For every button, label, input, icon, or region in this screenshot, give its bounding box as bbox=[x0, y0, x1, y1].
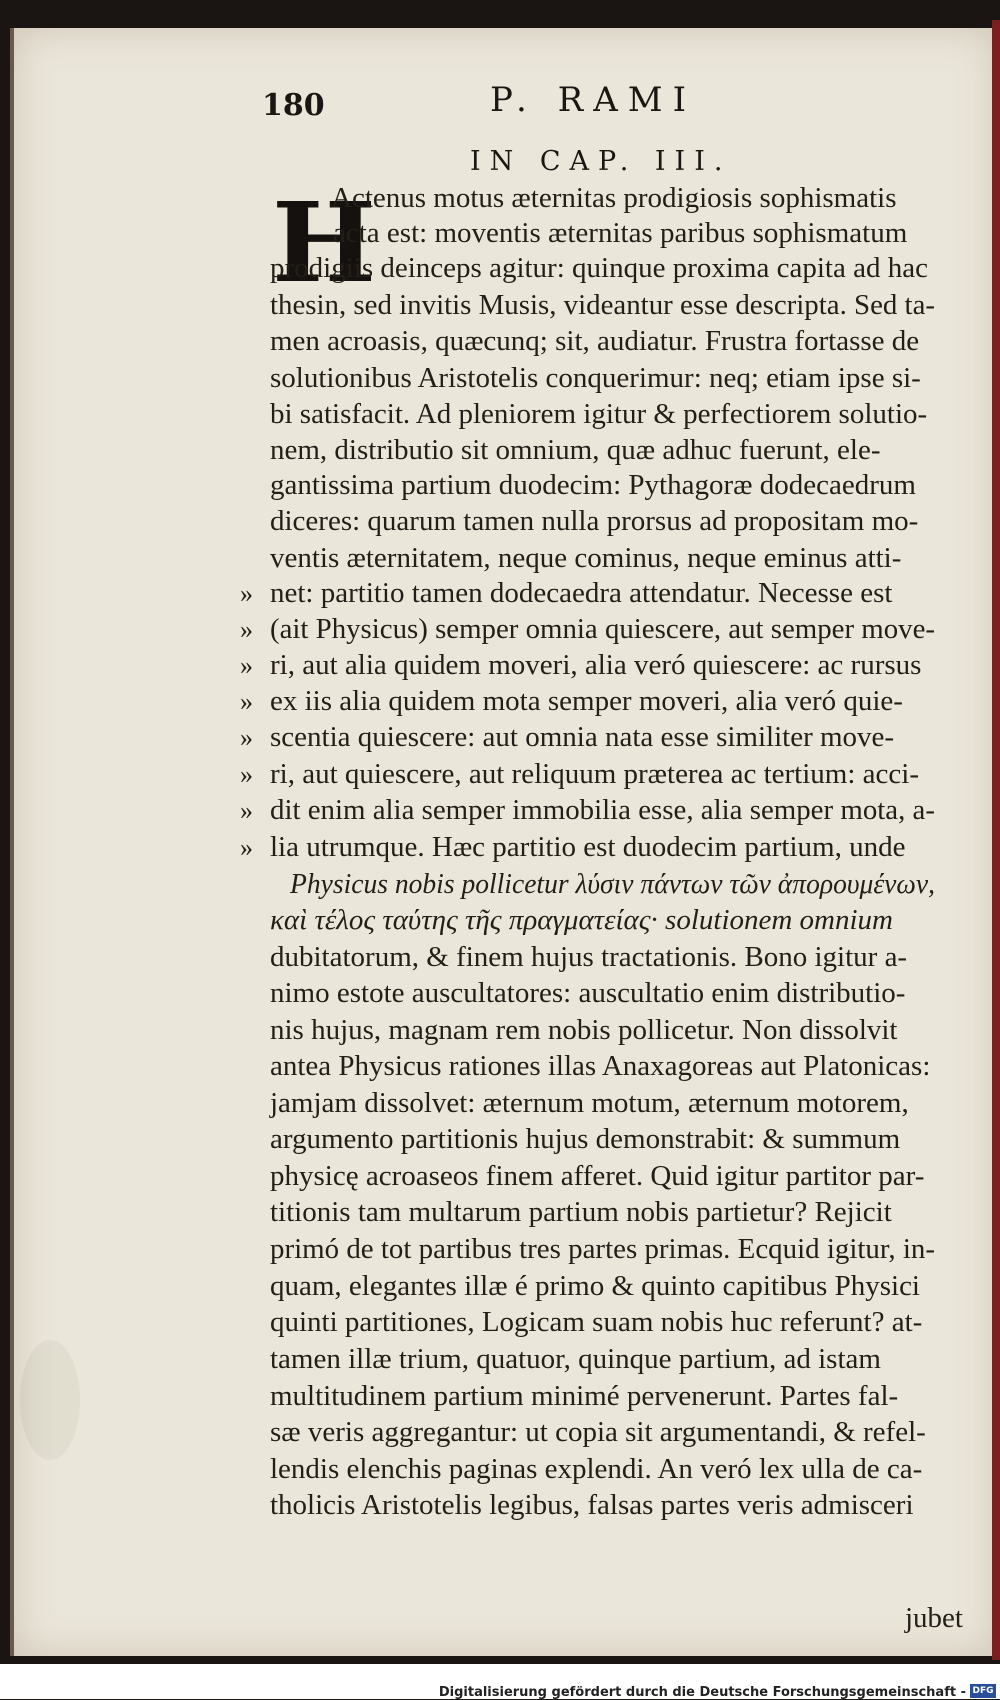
text-line: scentia quiescere: aut omnia nata esse similiter move- bbox=[270, 721, 895, 753]
text-line: ri, aut alia quidem moveri, alia veró quiescere: ac rursus bbox=[270, 649, 922, 681]
text-line: prodigiis deinceps agitur: quinque proxima capita ad hac bbox=[270, 252, 928, 284]
dfg-logo: DFG bbox=[970, 1684, 996, 1698]
text-line: nimo estote auscultatores: auscultatio enim distributio- bbox=[270, 977, 906, 1009]
text-line: ri, aut quiescere, aut reliquum præterea ac tertium: acci- bbox=[270, 758, 919, 790]
text-line: acta est: moventis æternitas paribus sophismatum bbox=[333, 217, 908, 249]
text-line: quinti partitiones, Logicam suam nobis huc referunt? at- bbox=[270, 1306, 923, 1338]
quotation-marker: » bbox=[240, 723, 253, 752]
text-line: lia utrumque. Hæc partitio est duodecim partium, unde bbox=[270, 831, 906, 863]
text-line: lendis elenchis paginas explendi. An veró lex ulla de ca- bbox=[270, 1453, 923, 1485]
text-line: argumento partitionis hujus demonstrabit: & summum bbox=[270, 1123, 901, 1155]
text-line: jamjam dissolvet: æternum motum, æternum motorem, bbox=[270, 1087, 909, 1119]
text-line: nis hujus, magnam rem nobis pollicetur. Non dissolvit bbox=[270, 1014, 898, 1046]
text-line: ventis æternitatem, neque cominus, neque eminus atti- bbox=[270, 542, 902, 574]
quotation-marker: » bbox=[240, 687, 253, 716]
text-line: solutionibus Aristotelis conquerimur: neq; etiam ipse si- bbox=[270, 362, 921, 394]
text-line: quam, elegantes illæ é primo & quinto capitibus Physici bbox=[270, 1270, 920, 1302]
text-line: titionis tam multarum partium nobis partietur? Rejicit bbox=[270, 1196, 892, 1228]
text-line: ex iis alia quidem mota semper moveri, alia veró quie- bbox=[270, 685, 903, 717]
quotation-marker: » bbox=[240, 796, 253, 825]
digitization-credit: Digitalisierung gefördert durch die Deutsche Forschungsgemeinschaft - bbox=[438, 1685, 966, 1700]
text-line: men acroasis, quæcunq; sit, audiatur. Frustra fortasse de bbox=[270, 325, 920, 357]
text-line: Physicus nobis pollicetur λύσιν πάντων τῶν ἀπορουμένων, bbox=[290, 868, 935, 900]
paper-stain bbox=[20, 1340, 80, 1460]
page-number: 180 bbox=[262, 88, 325, 123]
quotation-marker: » bbox=[240, 833, 253, 862]
text-line: tholicis Aristotelis legibus, falsas partes veris admisceri bbox=[270, 1489, 914, 1521]
text-line: antea Physicus rationes illas Anaxagoreas aut Platonicas: bbox=[270, 1050, 931, 1082]
text-line: bi satisfacit. Ad pleniorem igitur & perfectiorem solutio- bbox=[270, 398, 928, 430]
quotation-marker: » bbox=[240, 760, 253, 789]
text-line: dubitatorum, & finem hujus tractationis. Bono igitur a- bbox=[270, 941, 908, 973]
quotation-marker: » bbox=[240, 615, 253, 644]
text-line: diceres: quarum tamen nulla prorsus ad propositam mo- bbox=[270, 505, 919, 537]
text-line: tamen illæ trium, quatuor, quinque partium, ad istam bbox=[270, 1343, 881, 1375]
text-line: thesin, sed invitis Musis, videantur esse descripta. Sed ta- bbox=[270, 289, 936, 321]
text-line: καὶ τέλος ταύτης τῆς πραγματείας· solutionem omnium bbox=[270, 904, 894, 936]
text-line: primó de tot partibus tres partes primas. Ecquid igitur, in- bbox=[270, 1233, 935, 1265]
book-edge bbox=[992, 20, 1000, 1660]
drop-cap: H bbox=[272, 178, 376, 307]
text-line: sæ veris aggregantur: ut copia sit argumentandi, & refel- bbox=[270, 1416, 926, 1448]
text-line: gantissima partium duodecim: Pythagoræ dodecaedrum bbox=[270, 469, 916, 501]
running-head: P. RAMI bbox=[490, 80, 696, 120]
quotation-marker: » bbox=[240, 651, 253, 680]
text-line: Actenus motus æternitas prodigiosis sophismatis bbox=[331, 182, 897, 214]
text-line: physicę acroaseos finem afferet. Quid igitur partitor par- bbox=[270, 1160, 925, 1192]
chapter-heading: IN CAP. III. bbox=[470, 146, 732, 177]
text-line: multitudinem partium minimé pervenerunt. Partes fal- bbox=[270, 1380, 899, 1412]
catchword: jubet bbox=[905, 1602, 963, 1634]
text-line: net: partitio tamen dodecaedra attendatur. Necesse est bbox=[270, 577, 893, 609]
text-line: dit enim alia semper immobilia esse, alia semper mota, a- bbox=[270, 794, 936, 826]
text-line: (ait Physicus) semper omnia quiescere, aut semper move- bbox=[270, 613, 935, 645]
text-line: nem, distributio sit omnium, quæ adhuc fuerunt, ele- bbox=[270, 434, 881, 466]
quotation-marker: » bbox=[240, 579, 253, 608]
